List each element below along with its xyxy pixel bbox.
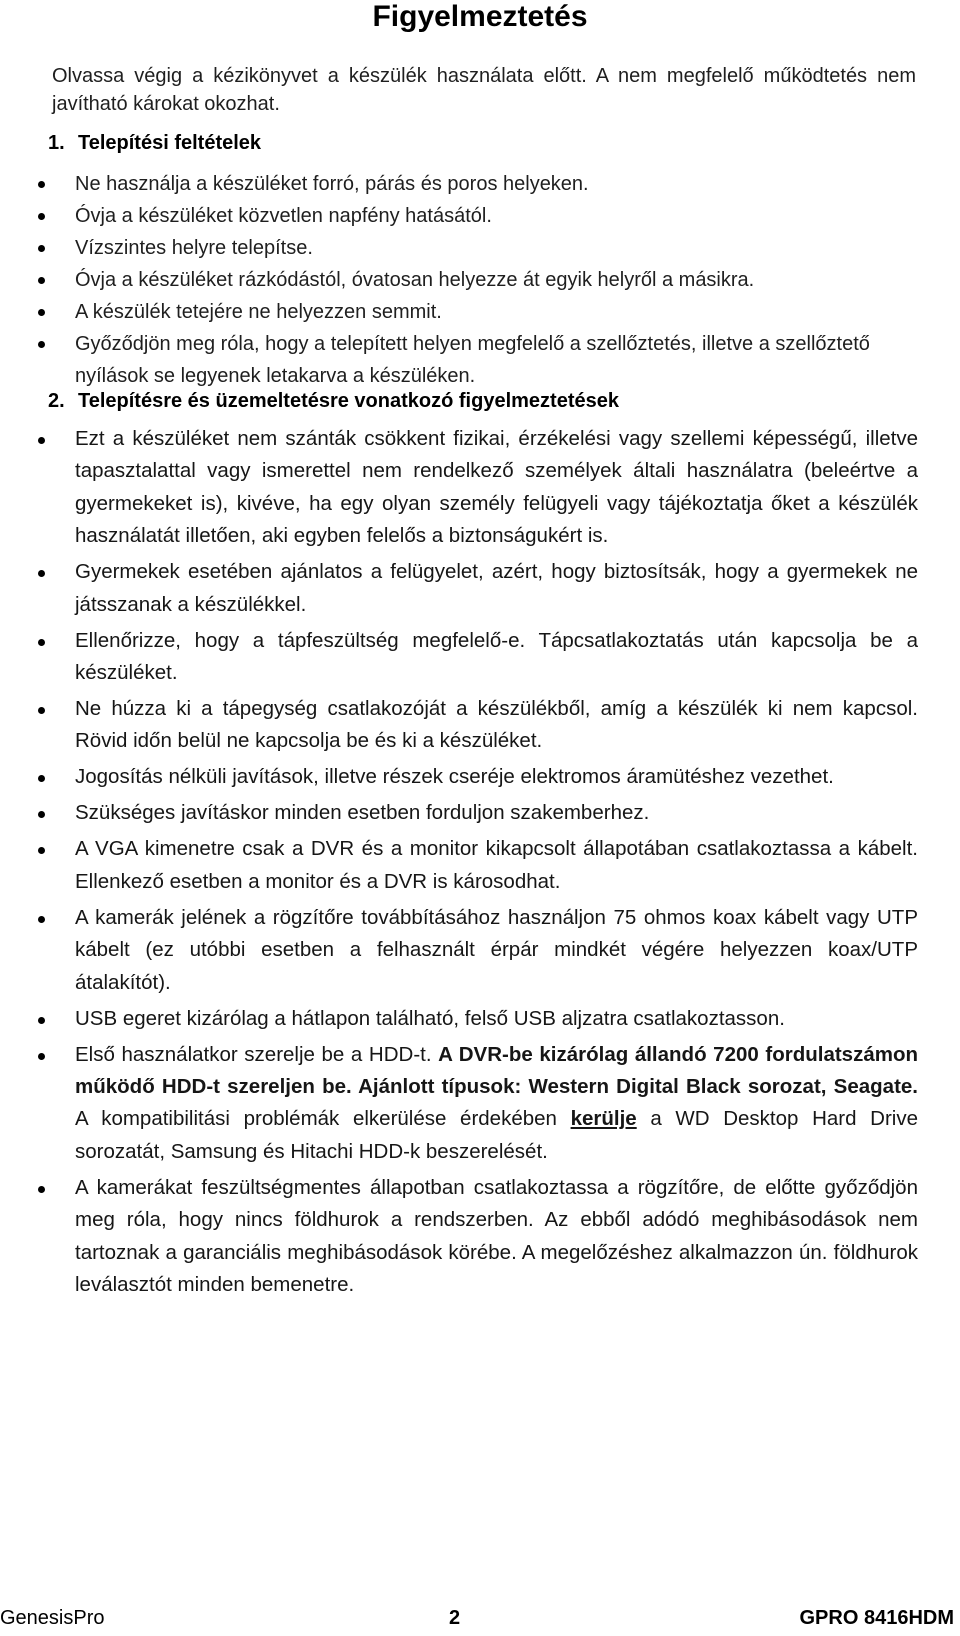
hdd-warning-item: Első használatkor szerelje be a HDD-t. A DVR-be kizárólag állandó 7200 fordulatszámon működő HDD-t szereljen be. Ajánlott típusok: Western Digital Black sorozat, Seagate. A kompatibilitási problémák elkerülése érdekében kerülje a WD Desktop Hard Drive sorozatát, Samsung és Hitachi HDD-k beszerelését. [0, 1039, 918, 1169]
intro-paragraph: Olvassa végig a kézikönyvet a készülék használata előtt. A nem megfelelő működtetés nem javítható károkat okozhat. [52, 65, 916, 115]
hdd-requirement-text: A DVR-be kizárólag állandó 7200 fordulatszámon működő HDD-t szereljen be. Ajánlott típusok: Western Digital Black sorozat, Seagate. [75, 1042, 918, 1099]
section-2-list [0, 423, 918, 1305]
list-item: A készülék tetejére ne helyezzen semmit. [0, 296, 870, 328]
list-item: Szükséges javításkor minden esetben forduljon szakemberhez. [0, 797, 918, 829]
bullet-icon [38, 213, 45, 220]
bullet-icon [38, 811, 45, 818]
bullet-icon [38, 570, 45, 577]
bullet-icon [38, 1053, 45, 1060]
bullet-icon [38, 277, 45, 284]
section-1-list [0, 168, 870, 392]
section-2-heading [48, 387, 619, 415]
list-item: Ne húzza ki a tápegység csatlakozóját a készülékből, amíg a készülék ki nem kapcsol. Rövid időn belül ne kapcsolja be és ki a készüléket. [0, 693, 918, 758]
list-item: Ellenőrizze, hogy a tápfeszültség megfelelő-e. Tápcsatlakoztatás után kapcsolja be a készüléket. [0, 625, 918, 690]
bullet-icon [38, 775, 45, 782]
section-2-number: 2. [48, 390, 65, 412]
bullet-icon [38, 639, 45, 646]
bullet-icon [38, 707, 45, 714]
avoid-emphasis: kerülje [570, 1107, 637, 1131]
footer-page-number: 2 [449, 1607, 461, 1629]
bullet-icon [38, 181, 45, 188]
page-title: Figyelmeztetés [372, 0, 588, 33]
list-item: Ezt a készüléket nem szánták csökkent fizikai, érzékelési vagy szellemi képességű, illetve tapasztalattal vagy ismerettel nem rendelkező személyek általi használatra (beleértve a gyermekeket is), kivéve, ha egy olyan személy felügyeli vagy tájékoztatja őket a készülék használatát illetően, aki egyben felelős a biztonságukért is. [0, 423, 918, 553]
section-1-title: Telepítési feltételek [78, 132, 262, 154]
list-item: A VGA kimenetre csak a DVR és a monitor kikapcsolt állapotában csatlakoztassa a kábelt. Ellenkező esetben a monitor és a DVR is károsodhat. [0, 833, 918, 898]
bullet-icon [38, 1186, 45, 1193]
list-item: Győződjön meg róla, hogy a telepített helyen megfelelő a szellőztetés, illetve a szellőztető nyílások se legyenek letakarva a készüléken. [0, 328, 870, 392]
section-2-title: Telepítésre és üzemeltetésre vonatkozó figyelmeztetések [78, 390, 619, 412]
page-footer [0, 1604, 960, 1634]
bullet-icon [38, 309, 45, 316]
list-item: USB egeret kizárólag a hátlapon található, felső USB aljzatra csatlakoztasson. [0, 1003, 918, 1035]
section-1-heading [48, 129, 261, 157]
list-item: Óvja a készüléket rázkódástól, óvatosan helyezze át egyik helyről a másikra. [0, 264, 870, 296]
footer-model: GPRO 8416HDM [799, 1607, 954, 1629]
list-item: Óvja a készüléket közvetlen napfény hatásától. [0, 200, 870, 232]
bullet-icon [38, 847, 45, 854]
bullet-icon [38, 245, 45, 252]
list-item: Ne használja a készüléket forró, párás és poros helyeken. [0, 168, 870, 200]
list-item: A kamerákat feszültségmentes állapotban csatlakoztassa a rögzítőre, de előtte győződjön meg róla, hogy nincs földhurok a rendszerben. Az ebből adódó meghibásodások nem tartoznak a garanciális meghibásodások körébe. A megelőzéshez alkalmazzon ún. földhurok leválasztót minden bemenetre. [0, 1172, 918, 1302]
list-item: A kamerák jelének a rögzítőre továbbításához használjon 75 ohmos koax kábelt vagy UTP kábelt (ez utóbbi esetben a felhasznált érpár mindkét végére helyezzen koax/UTP átalakítót). [0, 902, 918, 999]
list-item: Gyermekek esetében ajánlatos a felügyelet, azért, hogy biztosítsák, hogy a gyermekek ne játsszanak a készülékkel. [0, 556, 918, 621]
bullet-icon [38, 437, 45, 444]
bullet-icon [38, 341, 45, 348]
bullet-icon [38, 916, 45, 923]
list-item: Vízszintes helyre telepítse. [0, 232, 870, 264]
list-item: Jogosítás nélküli javítások, illetve részek cseréje elektromos áramütéshez vezethet. [0, 761, 918, 793]
section-1-number: 1. [48, 132, 65, 154]
footer-brand: GenesisPro [0, 1607, 105, 1629]
bullet-icon [38, 1017, 45, 1024]
